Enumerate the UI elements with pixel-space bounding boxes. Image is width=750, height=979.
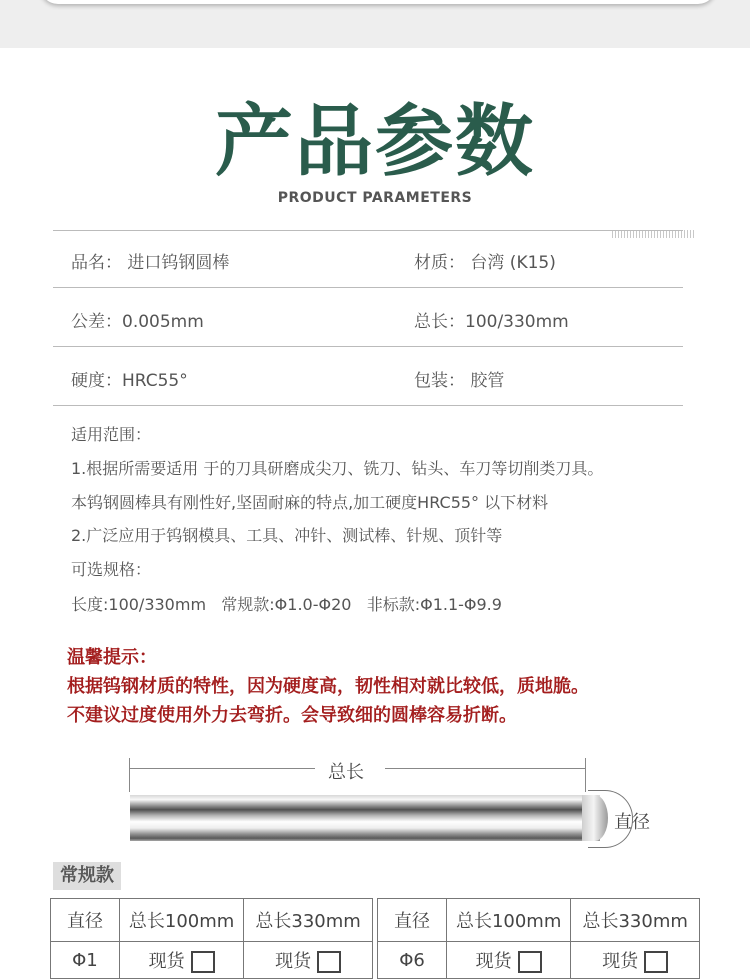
param-hardness: 硬度：HRC55° <box>71 371 188 391</box>
dimension-tick <box>585 758 586 792</box>
dimension-line <box>385 768 585 769</box>
table-row <box>51 942 700 979</box>
checkbox-icon <box>518 951 542 973</box>
page-title: 产品参数 <box>214 97 535 187</box>
stock-cell: 现货 <box>571 942 700 979</box>
warning-line: 不建议过度使用外力去弯折。会导致细的圆棒容易折断。 <box>67 705 517 726</box>
top-card <box>40 0 716 4</box>
description-line: 2.广泛应用于钨钢模具、工具、冲针、测试棒、针规、顶针等 <box>71 526 503 545</box>
description-line: 长度:100/330mm 常规款:Φ1.0-Φ20 非标款:Φ1.1-Φ9.9 <box>71 595 502 614</box>
param-material: 材质： 台湾 (K15) <box>414 253 556 273</box>
spec-badge: 常规款 <box>53 862 121 890</box>
length-label: 总长 <box>328 762 364 783</box>
description-line: 1.根据所需要适用 于的刀具研磨成尖刀、铣刀、钻头、车刀等切削类刀具。 <box>71 459 604 478</box>
divider <box>53 346 683 347</box>
column-header: 直径 <box>51 899 120 942</box>
divider <box>53 405 683 406</box>
page-subtitle: PRODUCT PARAMETERS <box>277 190 473 206</box>
checkbox-icon <box>317 951 341 973</box>
param-length: 总长：100/330mm <box>414 312 569 332</box>
column-header: 直径 <box>378 899 447 942</box>
column-header: 总长100mm <box>446 899 570 942</box>
top-band <box>0 0 750 48</box>
warning-title: 温馨提示： <box>67 647 157 668</box>
column-header: 总长330mm <box>244 899 373 942</box>
diameter-cell: Φ6 <box>378 942 447 979</box>
checkbox-icon <box>644 951 668 973</box>
column-header: 总长100mm <box>119 899 243 942</box>
param-packaging: 包装： 胶管 <box>414 371 505 391</box>
table-header-row <box>51 899 700 942</box>
decorative-hatch <box>612 230 694 238</box>
dimension-tick <box>129 758 130 792</box>
divider <box>53 287 683 288</box>
description-line: 本钨钢圆棒具有刚性好,坚固耐麻的特点,加工硬度HRC55° 以下材料 <box>71 493 549 512</box>
checkbox-icon <box>191 951 215 973</box>
column-header: 总长330mm <box>571 899 700 942</box>
diameter-label: 直径 <box>614 812 650 833</box>
stock-cell: 现货 <box>244 942 373 979</box>
rod-image <box>130 795 600 841</box>
stock-cell: 现货 <box>119 942 243 979</box>
description-line: 适用范围： <box>71 425 152 444</box>
param-name: 品名： 进口钨钢圆棒 <box>71 253 230 273</box>
spec-table <box>50 898 700 979</box>
param-tolerance: 公差：0.005mm <box>71 312 204 332</box>
divider <box>53 230 683 231</box>
description-line: 可选规格： <box>71 560 152 579</box>
diameter-cell: Φ1 <box>51 942 120 979</box>
dimension-line <box>130 768 315 769</box>
stock-cell: 现货 <box>446 942 570 979</box>
warning-line: 根据钨钢材质的特性，因为硬度高，韧性相对就比较低，质地脆。 <box>67 676 589 697</box>
